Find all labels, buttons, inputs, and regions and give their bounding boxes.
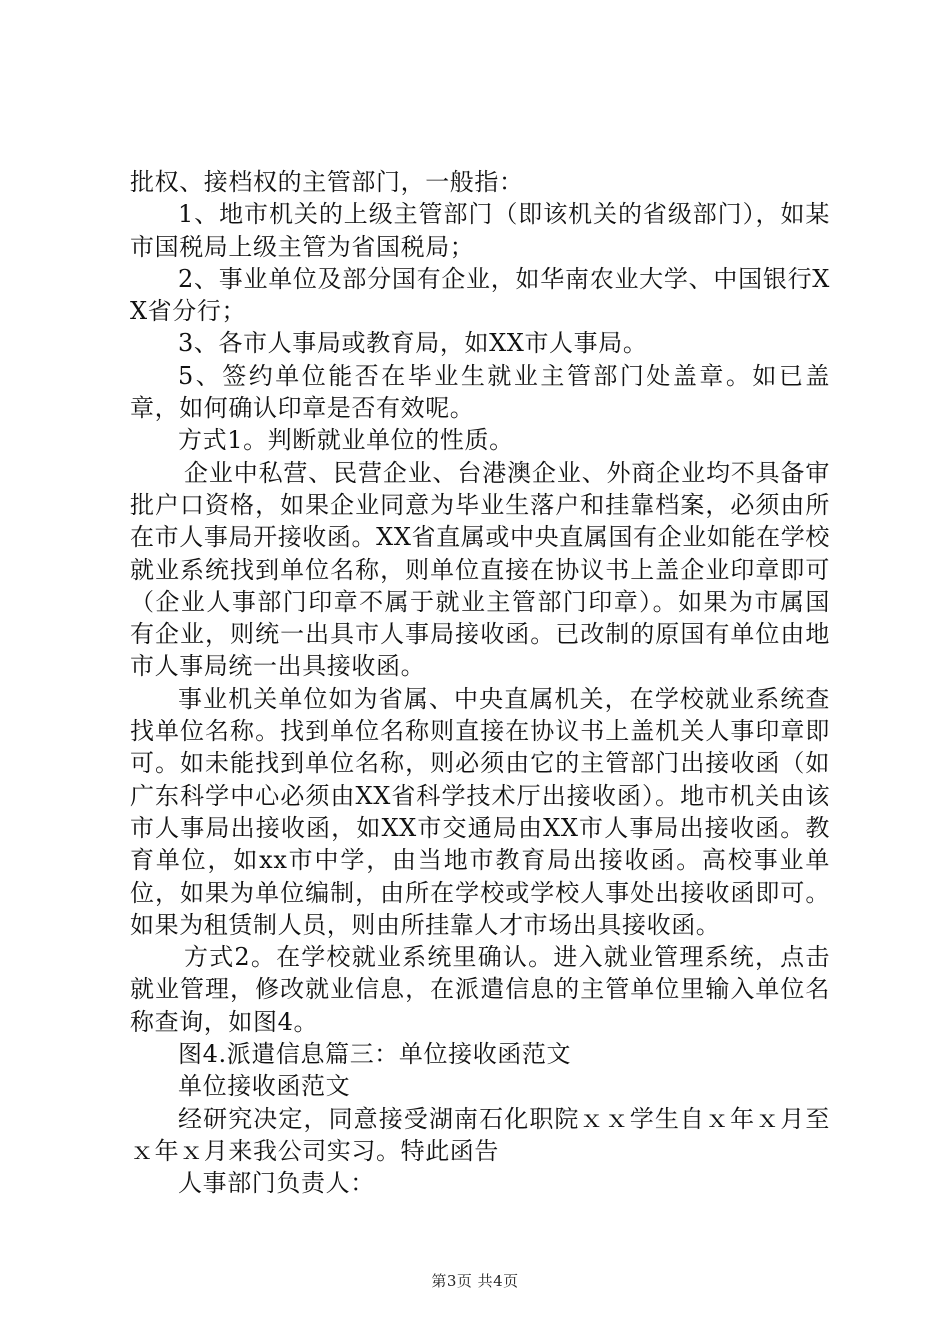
paragraph-item-5: 5、签约单位能否在毕业生就业主管部门处盖章。如已盖章，如何确认印章是否有效呢。 [130, 361, 830, 423]
paragraph-item-2: 2、事业单位及部分国有企业，如华南农业大学、中国银行XX省分行； [130, 264, 830, 326]
paragraph-enterprise: 企业中私营、民营企业、台港澳企业、外商企业均不具备审批户口资格，如果企业同意为毕业生落户和挂靠档案，必须由所在市人事局开接收函。XX省直属或中央直属国有企业如能在学校就业系统找到单位名称，则单位直接在协议书上盖企业印章即可（企业人事部门印章不属于就业主管部门印章）。如果为市属国有企业，则统一出具市人事局接收函。已改制的原国有单位由地市人事局统一出具接收函。 [130, 458, 830, 681]
page-footer: 第3页 共4页 [431, 1272, 519, 1290]
paragraph-item-1: 1、地市机关的上级主管部门（即该机关的省级部门），如某市国税局上级主管为省国税局； [130, 200, 830, 261]
paragraph-signatory: 人事部门负责人： [178, 1169, 375, 1198]
paragraph-institution: 事业机关单位如为省属、中央直属机关，在学校就业系统查找单位名称。找到单位名称则直接在协议书上盖机关人事印章即可。如未能找到单位名称，则必须由它的主管部门出接收函（如广东科学中心必须由XX省科学技术厅出接收函）。地市机关由该市人事局出接收函，如XX市交通局由XX市人事局出接收函。教育单位，如xx市中学，由当地市教育局出接收函。高校事业单位，如果为单位编制，由所在学校或学校人事处出接收函即可。如果为租赁制人员，则由所挂靠人才市场出具接收函。 [130, 684, 830, 939]
paragraph-item-3: 3、各市人事局或教育局，如XX市人事局。 [178, 329, 648, 358]
paragraph-letter-title: 单位接收函范文 [178, 1072, 351, 1101]
document-body [130, 166, 830, 1200]
paragraph-intro: 批权、接档权的主管部门，一般指： [130, 168, 524, 196]
paragraph-figure-caption: 图4.派遣信息篇三：单位接收函范文 [178, 1040, 572, 1069]
paragraph-method-2: 方式2。在学校就业系统里确认。进入就业管理系统，点击就业管理，修改就业信息，在派遣信息的主管单位里输入单位名称查询，如图4。 [130, 943, 830, 1036]
paragraph-letter-body: 经研究决定，同意接受湖南石化职院ｘｘ学生自ｘ年ｘ月至ｘ年ｘ月来我公司实习。特此函告 [130, 1104, 830, 1165]
paragraph-method-1: 方式1。判断就业单位的性质。 [178, 426, 514, 455]
